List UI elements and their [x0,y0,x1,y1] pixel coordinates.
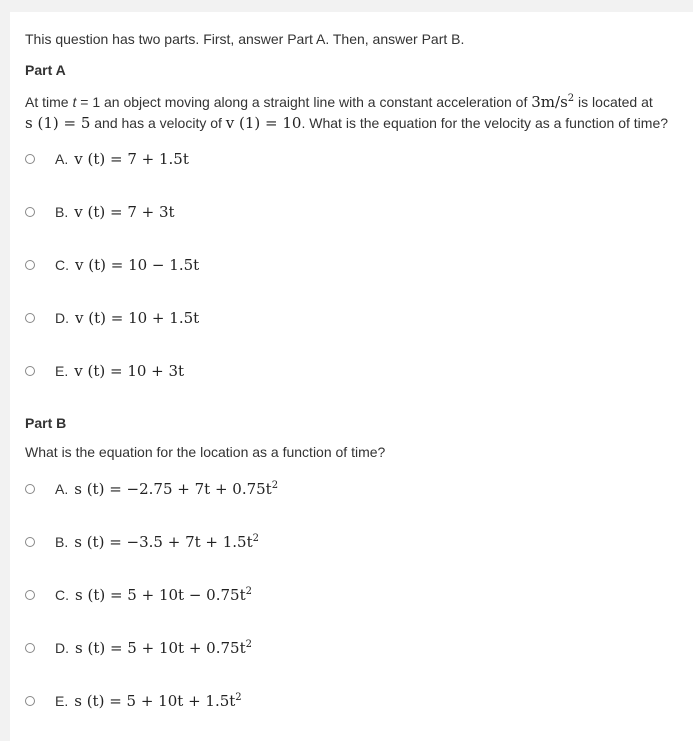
part-a-option-d[interactable] [25,307,199,329]
velocity-condition: v (1) = 10 [225,114,302,132]
option-expr: s $(t) = -2.75 + 7t + 0.75t^2$ [74,480,279,498]
radio-button[interactable] [25,260,35,270]
option-letter: D. [55,310,69,326]
radio-button[interactable] [25,643,35,653]
option-expr: v (t) = 10 + 1.5t [75,309,200,327]
option-letter: D. [55,640,69,656]
option-expr: v (t) = 7 + 3t [74,203,175,221]
option-expr: v (t) = 7 + 1.5t [74,150,189,168]
option-expr: s $(t) = 5 + 10t + 1.5t^2$ [74,692,242,710]
option-expr: s $(t) = 5 + 10t + 0.75t^2$ [75,639,252,657]
radio-button[interactable] [25,537,35,547]
option-expr: s $(t) = -3.5 + 7t + 1.5t^2$ [74,533,259,551]
radio-button[interactable] [25,696,35,706]
part-b-option-e[interactable] [25,690,242,712]
option-letter: C. [55,257,69,273]
radio-button[interactable] [25,366,35,376]
part-a-question: At time t = 1 an object moving along a straight line with a constant acceleration of $3m/s^2$ is located at s (1) = 5 and has a velocity of v (1) = 10. What is the equation for the velocity as a function of time? [25,93,669,132]
radio-button[interactable] [25,590,35,600]
option-letter: E. [55,363,69,379]
part-a-option-e[interactable] [25,360,184,382]
part-a-option-c[interactable] [25,254,199,276]
position-condition: s (1) = 5 [25,114,91,132]
radio-button[interactable] [25,313,35,323]
radio-button[interactable] [25,207,35,217]
option-expr: v (t) = 10 − 1.5t [75,256,200,274]
part-b-question: What is the equation for the location as a function of time? [25,444,386,460]
option-expr: s $(t) = 5 + 10t - 0.75t^2$ [75,586,252,604]
question-card [10,12,693,741]
part-b-option-d[interactable] [25,637,252,659]
acceleration-expr: $3m/s^2$ [531,93,575,111]
option-letter: E. [55,693,69,709]
option-letter: B. [55,534,69,550]
intro-text: This question has two parts. First, answer Part A. Then, answer Part B. [25,31,465,47]
option-letter: B. [55,204,69,220]
option-letter: C. [55,587,69,603]
option-letter: A. [55,151,69,167]
part-b-title: Part B [25,415,67,431]
part-a-option-a[interactable] [25,148,189,170]
part-b-option-c[interactable] [25,584,252,606]
option-letter: A. [55,481,69,497]
option-expr: v (t) = 10 + 3t [74,362,185,380]
part-b-option-a[interactable] [25,478,278,500]
radio-button[interactable] [25,154,35,164]
radio-button[interactable] [25,484,35,494]
part-b-option-b[interactable] [25,531,259,553]
part-a-option-b[interactable] [25,201,175,223]
part-a-title: Part A [25,62,66,78]
